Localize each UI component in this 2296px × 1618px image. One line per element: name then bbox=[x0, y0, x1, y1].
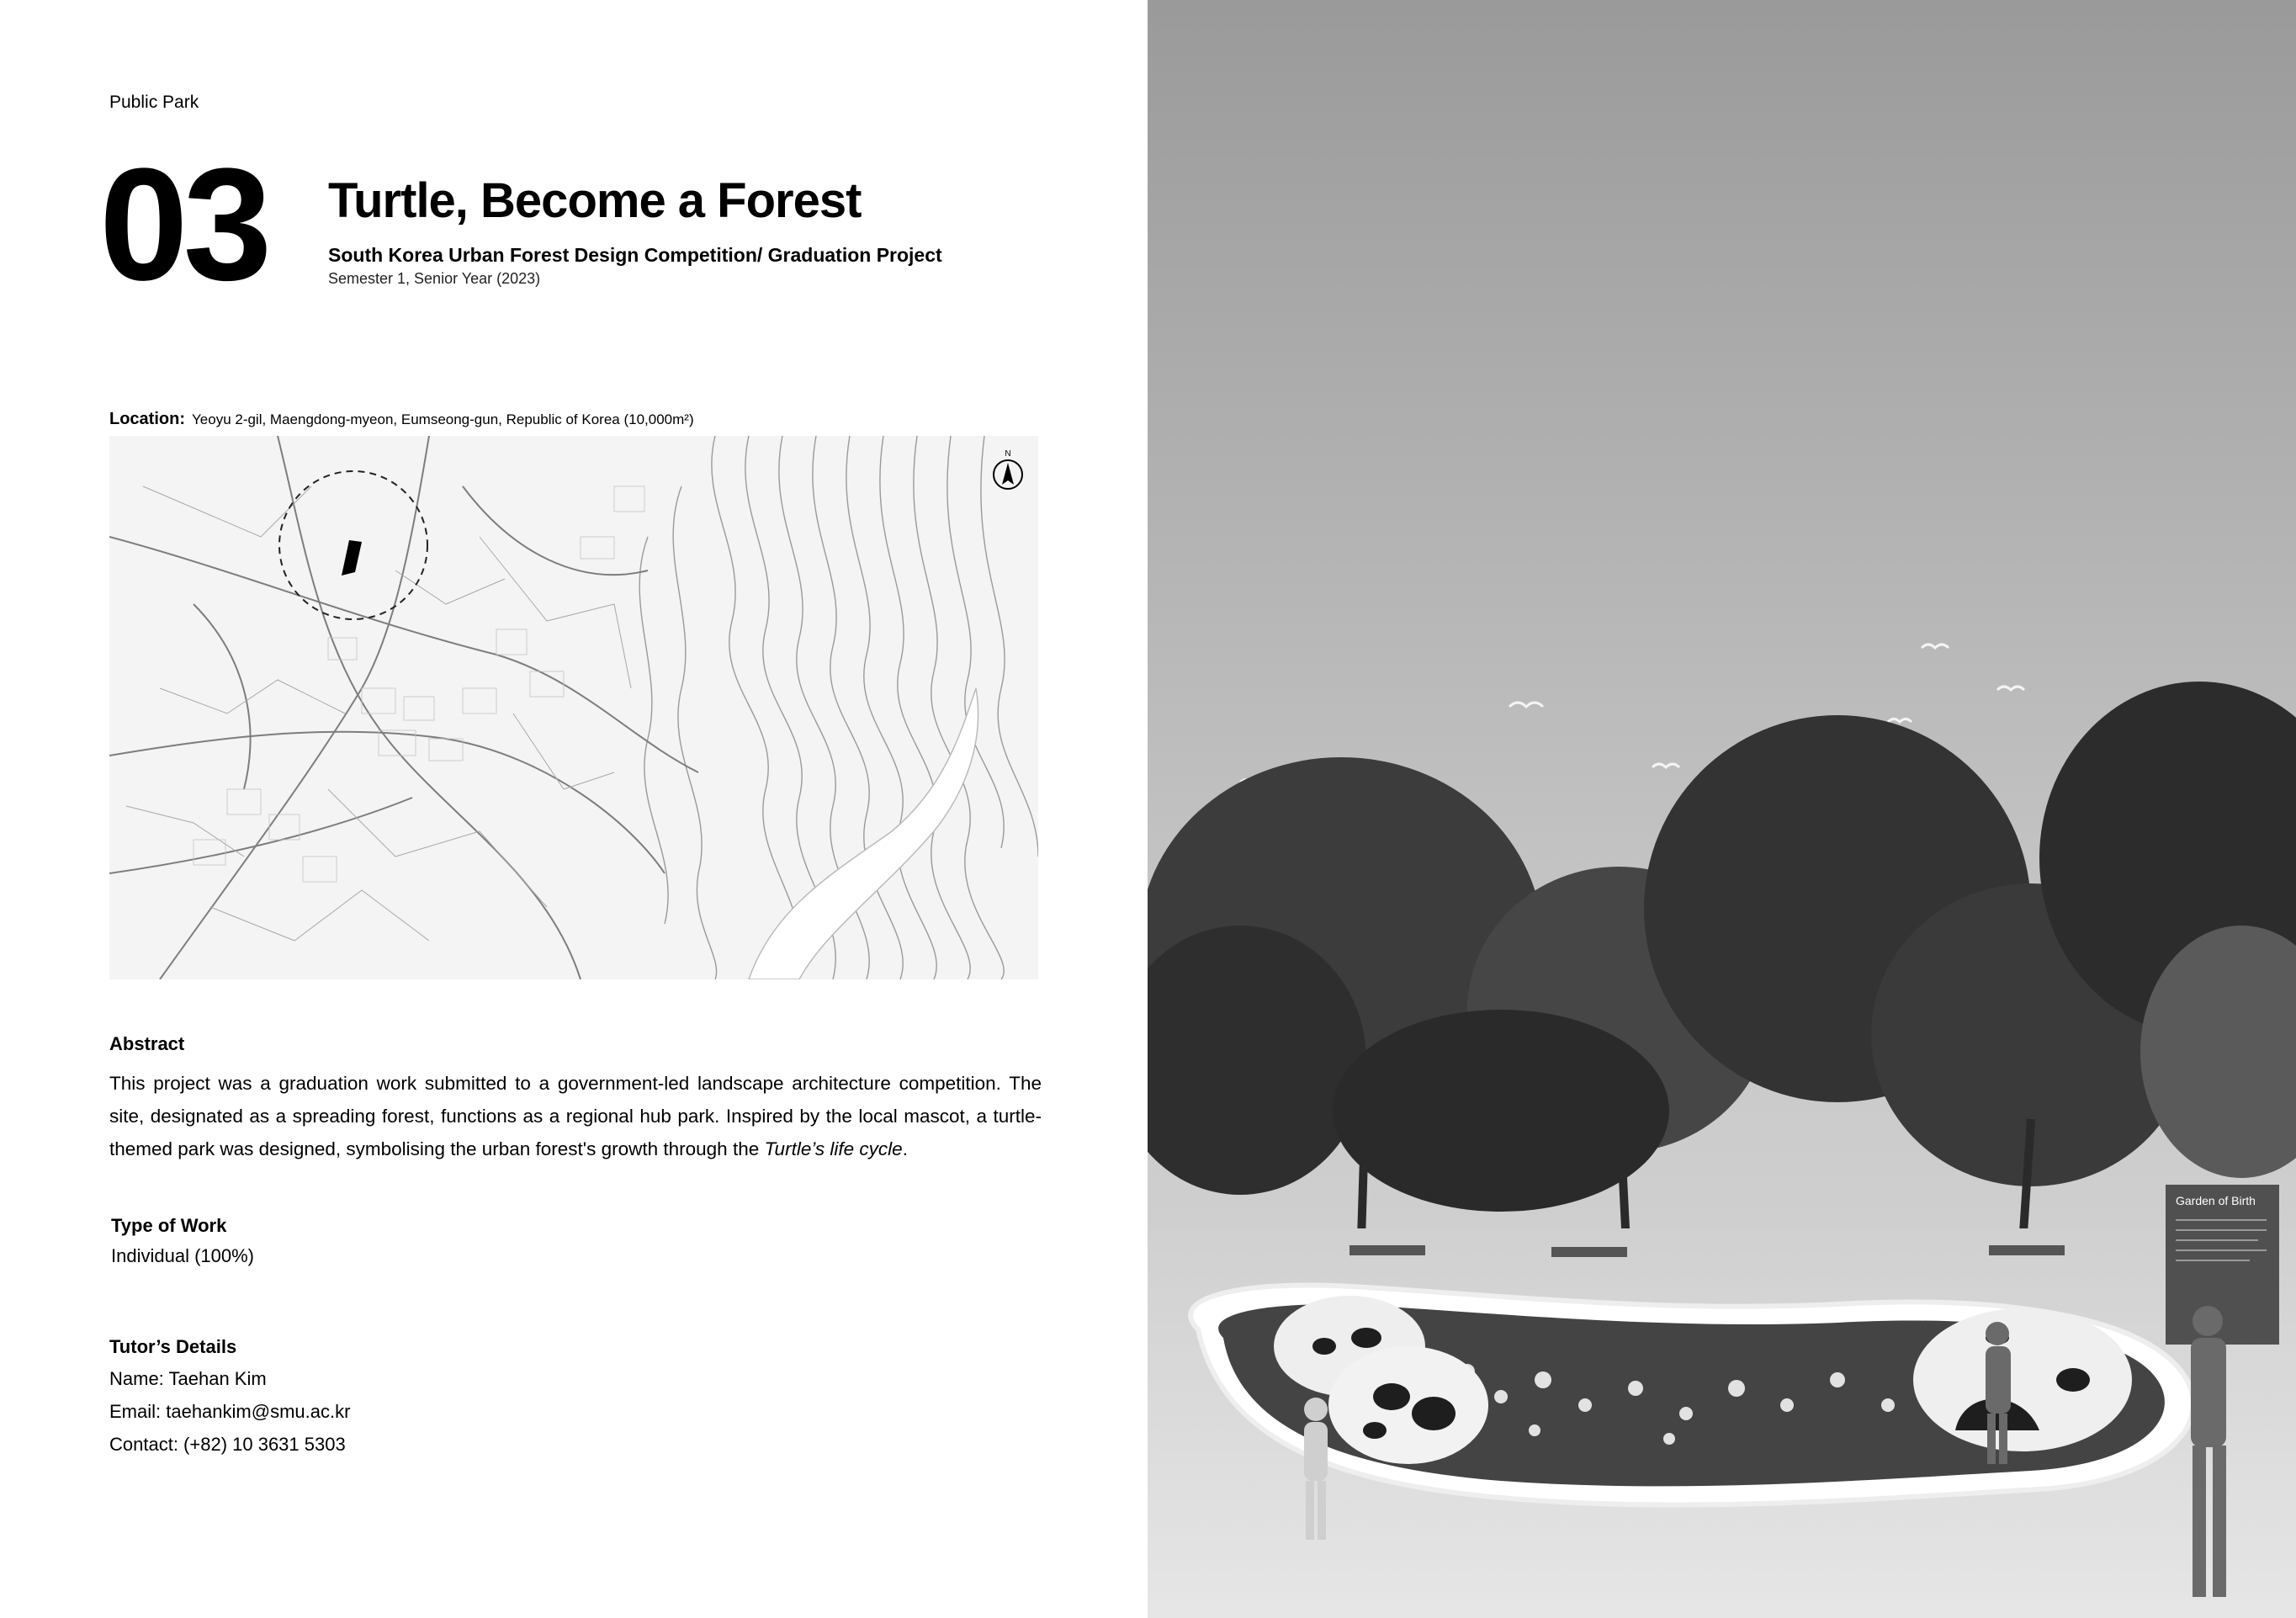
abstract-body: This project was a graduation work submitted to a government-led landscape architecture competition. The site, designated as a spreading forest, functions as a regional hub park. Inspired by the local mascot, a turtle-themed park was designed, symbolising the urban forest's growth through the bbox=[109, 1073, 1042, 1159]
work-heading: Type of Work bbox=[111, 1215, 227, 1236]
project-subtitle: South Korea Urban Forest Design Competition/ Graduation Project bbox=[328, 244, 942, 266]
tutor-name: Name: Taehan Kim bbox=[109, 1368, 267, 1389]
tutor-email: Email: taehankim@smu.ac.kr bbox=[109, 1401, 351, 1422]
location-line bbox=[109, 410, 694, 429]
project-number: 03 bbox=[99, 135, 268, 314]
north-label: N bbox=[1005, 449, 1011, 459]
sign-title: Garden of Birth bbox=[2176, 1194, 2256, 1207]
abstract-emphasis: Turtle’s life cycle bbox=[764, 1138, 903, 1159]
tutor-contact: Contact: (+82) 10 3631 5303 bbox=[109, 1434, 346, 1455]
location-label: Location: bbox=[109, 410, 185, 428]
project-semester: Semester 1, Senior Year (2023) bbox=[328, 270, 541, 287]
project-title: Turtle, Become a Forest bbox=[328, 173, 862, 228]
tutor-heading: Tutor’s Details bbox=[109, 1336, 237, 1357]
work-value: Individual (100%) bbox=[111, 1245, 254, 1266]
abstract-text bbox=[109, 1067, 1042, 1165]
park-render bbox=[1148, 0, 2296, 1618]
abstract-end: . bbox=[902, 1138, 908, 1159]
abstract-section bbox=[109, 1033, 1042, 1165]
tutor-section bbox=[109, 1336, 350, 1456]
site-map-drawing bbox=[109, 436, 1038, 979]
site-map bbox=[109, 436, 1038, 979]
location-value: Yeoyu 2-gil, Maengdong-myeon, Eumseong-gun, Republic of Korea (10,000m²) bbox=[192, 411, 694, 427]
park-render-image bbox=[1148, 0, 2296, 1618]
work-section bbox=[111, 1215, 254, 1267]
category-label: Public Park bbox=[109, 93, 199, 112]
abstract-heading: Abstract bbox=[109, 1033, 185, 1054]
